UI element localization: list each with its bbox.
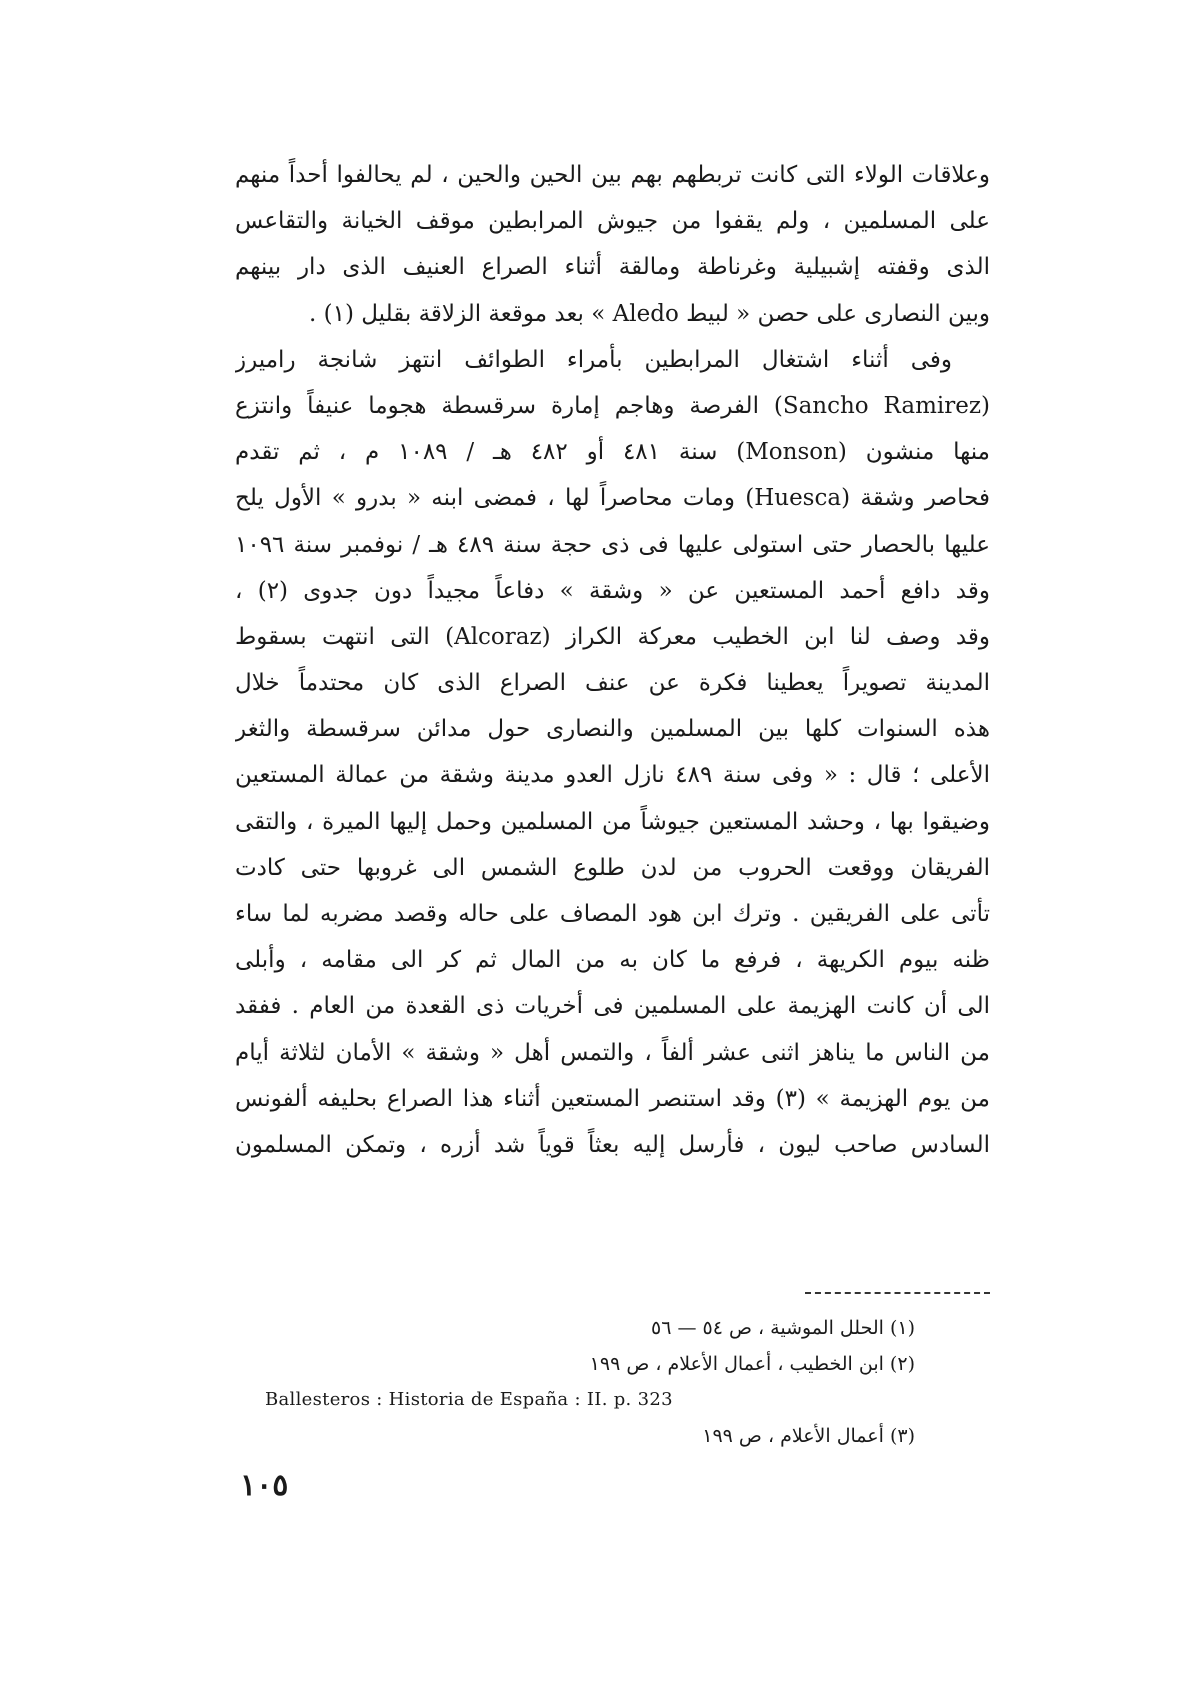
text-line: هذه السنوات كلها بين المسلمين والنصارى حول مدائن سرقسطة والثغر bbox=[235, 716, 990, 743]
footnote: (٢) ابن الخطيب ، أعمال الأعلام ، ص ١٩٩ bbox=[589, 1353, 915, 1375]
text-line: تأتى على الفريقين . وترك ابن هود المصاف على حاله وقصد مضربه لما ساء bbox=[235, 901, 990, 927]
text-line: وقد وصف لنا ابن الخطيب معركة الكراز (Alcoraz) التى انتهت بسقوط bbox=[235, 623, 990, 650]
text-line: الى أن كانت الهزيمة على المسلمين فى أخريات ذى القعدة من العام . ففقد bbox=[235, 993, 990, 1020]
text-line: وبين النصارى على حصن « لبيط Aledo » بعد موقعة الزلاقة بقليل (١) . bbox=[309, 300, 990, 327]
footnote-latin: Ballesteros : Historia de España : II. p. 323 bbox=[265, 1389, 673, 1410]
footnote-separator bbox=[805, 1292, 990, 1294]
text-line: وفى أثناء اشتغال المرابطين بأمراء الطوائف انتهز شانجة راميرز bbox=[235, 346, 952, 373]
text-line: عليها بالحصار حتى استولى عليها فى ذى حجة سنة ٤٨٩ هـ / نوفمبر سنة ١٠٩٦ bbox=[235, 531, 990, 558]
text-line: فحاصر وشقة (Huesca) ومات محاصراً لها ، فمضى ابنه « بدرو » الأول يلح bbox=[235, 485, 990, 512]
text-line: وقد دافع أحمد المستعين عن « وشقة » دفاعاً مجيداً دون جدوى (٢) ، bbox=[235, 577, 990, 604]
text-line: من يوم الهزيمة » (٣) وقد استنصر المستعين أثناء هذا الصراع بحليفه ألفونس bbox=[235, 1085, 990, 1112]
text-line: (Sancho Ramirez) الفرصة وهاجم إمارة سرقسطة هجوما عنيفاً وانتزع bbox=[235, 392, 990, 419]
footnote: (٣) أعمال الأعلام ، ص ١٩٩ bbox=[702, 1425, 915, 1447]
text-line: على المسلمين ، ولم يقفوا من جيوش المرابطين موقف الخيانة والتقاعس bbox=[235, 208, 990, 235]
text-line: وعلاقات الولاء التى كانت تربطهم بهم بين الحين والحين ، لم يحالفوا أحداً منهم bbox=[235, 162, 990, 188]
text-line: من الناس ما يناهز اثنى عشر ألفاً ، والتمس أهل « وشقة » الأمان لثلاثة أيام bbox=[235, 1039, 990, 1066]
page-number: ١٠٥ bbox=[240, 1468, 289, 1503]
text-line: الأعلى ؛ قال : « وفى سنة ٤٨٩ نازل العدو مدينة وشقة من عمالة المستعين bbox=[235, 762, 990, 789]
text-line: ظنه بيوم الكريهة ، فرفع ما كان به من المال ثم كر الى مقامه ، وأبلى bbox=[235, 947, 990, 974]
main-text bbox=[235, 152, 990, 1168]
text-line: السادس صاحب ليون ، فأرسل إليه بعثاً قوياً شد أزره ، وتمكن المسلمون bbox=[235, 1131, 990, 1158]
text-line: منها منشون (Monson) سنة ٤٨١ أو ٤٨٢ هـ / ١٠٨٩ م ، ثم تقدم bbox=[235, 439, 990, 466]
text-line: الذى وقفته إشبيلية وغرناطة ومالقة أثناء الصراع العنيف الذى دار بينهم bbox=[235, 254, 990, 281]
text-line: المدينة تصويراً يعطينا فكرة عن عنف الصراع الذى كان محتدماً خلال bbox=[235, 670, 990, 697]
footnotes bbox=[235, 1310, 915, 1454]
text-line: وضيقوا بها ، وحشد المستعين جيوشاً من المسلمين وحمل إليها الميرة ، والتقى bbox=[235, 808, 990, 835]
footnote: (١) الحلل الموشية ، ص ٥٤ — ٥٦ bbox=[650, 1317, 915, 1339]
text-line: الفريقان ووقعت الحروب من لدن طلوع الشمس الى غروبها حتى كادت bbox=[235, 854, 990, 881]
